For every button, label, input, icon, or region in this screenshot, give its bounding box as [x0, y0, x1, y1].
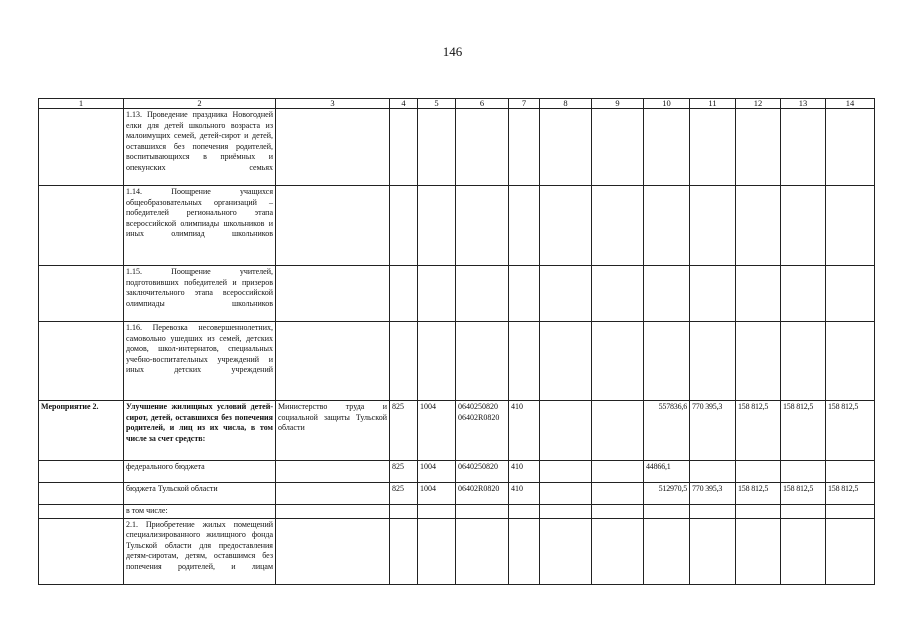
table-row-1-13 [39, 109, 875, 186]
cell [540, 401, 592, 461]
cell: 1004 [418, 401, 456, 461]
cell [509, 266, 540, 322]
cell-codes [456, 401, 509, 461]
cell [390, 322, 418, 401]
cell [276, 505, 390, 519]
cell [456, 266, 509, 322]
cell [690, 505, 736, 519]
measure-description: Улучшение жилищных условий детей-сирот, детей, оставшихся без попечения родителей, и лиц из их числа, в том числе за счет средств: [124, 401, 276, 461]
cell [509, 518, 540, 584]
header-cell-11: 11 [690, 99, 736, 109]
cell [826, 461, 875, 483]
row-description: федерального бюджета [124, 461, 276, 483]
cell [690, 322, 736, 401]
cell [736, 461, 781, 483]
cell [736, 505, 781, 519]
cell [276, 483, 390, 505]
cell [390, 266, 418, 322]
cell [592, 322, 644, 401]
header-cell-13: 13 [781, 99, 826, 109]
cell [592, 505, 644, 519]
cell [690, 461, 736, 483]
row-description: 1.14. Поощрение учащихся общеобразовательных организаций – победителей регионального этапа всероссийской олимпиады школьников и иных олимпиад школьников [124, 186, 276, 266]
cell: 06402R0820 [456, 483, 509, 505]
cell [418, 266, 456, 322]
table-row-regional-budget [39, 483, 875, 505]
header-cell-4: 4 [390, 99, 418, 109]
cell [781, 505, 826, 519]
cell [826, 505, 875, 519]
cell [592, 401, 644, 461]
cell [276, 109, 390, 186]
cell [690, 186, 736, 266]
table-row-including [39, 505, 875, 519]
page-number: 146 [442, 44, 463, 59]
cell [826, 109, 875, 186]
header-cell-2: 2 [124, 99, 276, 109]
cell [540, 266, 592, 322]
cell [540, 186, 592, 266]
cell [418, 518, 456, 584]
table-row-measure-2 [39, 401, 875, 461]
cell [418, 322, 456, 401]
cell [509, 186, 540, 266]
cell: 512970,5 [644, 483, 690, 505]
cell: 825 [390, 483, 418, 505]
cell [418, 505, 456, 519]
cell [644, 109, 690, 186]
cell [644, 505, 690, 519]
cell [592, 518, 644, 584]
row-description: 1.13. Проведение праздника Новогодней елки для детей школьного возраста из малоимущих семей, детей-сирот и детей, оставшихся без попечения родителей, воспитывающихся в приёмных и опекунских семьях [124, 109, 276, 186]
header-cell-14: 14 [826, 99, 875, 109]
cell [276, 518, 390, 584]
header-cell-8: 8 [540, 99, 592, 109]
row-description: в том числе: [124, 505, 276, 519]
measure-label: Мероприятие 2. [39, 401, 124, 461]
table-row-1-16 [39, 322, 875, 401]
cell: 410 [509, 483, 540, 505]
header-cell-6: 6 [456, 99, 509, 109]
cell [540, 518, 592, 584]
header-cell-3: 3 [276, 99, 390, 109]
cell [690, 518, 736, 584]
cell [826, 186, 875, 266]
cell: 0640250820 [456, 461, 509, 483]
cell [276, 186, 390, 266]
cell [644, 186, 690, 266]
cell [592, 186, 644, 266]
cell [781, 186, 826, 266]
cell [276, 322, 390, 401]
cell [826, 266, 875, 322]
cell [39, 461, 124, 483]
cell [509, 322, 540, 401]
table-row-2-1 [39, 518, 875, 584]
cell: 158 812,5 [781, 401, 826, 461]
cell [592, 109, 644, 186]
cell [690, 109, 736, 186]
cell: 158 812,5 [826, 483, 875, 505]
cell [781, 266, 826, 322]
cell [39, 266, 124, 322]
cell [736, 518, 781, 584]
table-row-federal-budget [39, 461, 875, 483]
cell: 158 812,5 [736, 401, 781, 461]
cell [509, 505, 540, 519]
cell [39, 505, 124, 519]
cell: 1004 [418, 483, 456, 505]
cell [826, 322, 875, 401]
cell [39, 483, 124, 505]
header-cell-5: 5 [418, 99, 456, 109]
cell [456, 322, 509, 401]
cell [644, 322, 690, 401]
cell [509, 109, 540, 186]
cell: 825 [390, 401, 418, 461]
cell [418, 109, 456, 186]
cell [736, 186, 781, 266]
row-description: 1.16. Перевозка несовершеннолетних, самовольно ушедших из семей, детских домов, школ-интернатов, специальных учебно-воспитательных учреждений и иных детских учреждений [124, 322, 276, 401]
cell [540, 483, 592, 505]
table-row-1-14 [39, 186, 875, 266]
cell: 410 [509, 461, 540, 483]
cell [540, 322, 592, 401]
cell: 557836,6 [644, 401, 690, 461]
cell [690, 266, 736, 322]
header-cell-9: 9 [592, 99, 644, 109]
budget-table [38, 98, 875, 585]
cell [540, 505, 592, 519]
cell [644, 266, 690, 322]
row-description: бюджета Тульской области [124, 483, 276, 505]
cell [540, 109, 592, 186]
cell [781, 518, 826, 584]
cell: 44866,1 [644, 461, 690, 483]
responsible-executor: Министерство труда и социальной защиты Тульской области [276, 401, 390, 461]
cell [540, 461, 592, 483]
cell [276, 461, 390, 483]
cell: 158 812,5 [781, 483, 826, 505]
header-row [39, 99, 875, 109]
code-line: 0640250820 [458, 402, 498, 411]
cell [592, 266, 644, 322]
cell: 158 812,5 [736, 483, 781, 505]
cell [39, 186, 124, 266]
cell [390, 109, 418, 186]
cell [781, 322, 826, 401]
cell [390, 186, 418, 266]
cell [736, 109, 781, 186]
cell [592, 461, 644, 483]
cell [456, 109, 509, 186]
cell [39, 322, 124, 401]
header-cell-1: 1 [39, 99, 124, 109]
cell [826, 518, 875, 584]
cell: 825 [390, 461, 418, 483]
cell [781, 461, 826, 483]
cell: 410 [509, 401, 540, 461]
header-cell-12: 12 [736, 99, 781, 109]
row-description: 1.15. Поощрение учителей, подготовивших победителей и призеров заключительного этапа всероссийской олимпиады школьников [124, 266, 276, 322]
cell [276, 266, 390, 322]
cell [390, 518, 418, 584]
cell [418, 186, 456, 266]
code-line: 06402R0820 [458, 412, 500, 422]
row-description: 2.1. Приобретение жилых помещений специализированного жилищного фонда Тульской области для предоставления детям-сиротам, детям, оставшимся без попечения родителей, и лицам [124, 518, 276, 584]
cell: 1004 [418, 461, 456, 483]
cell [39, 109, 124, 186]
cell [456, 518, 509, 584]
cell [390, 505, 418, 519]
cell [456, 186, 509, 266]
cell [644, 518, 690, 584]
header-cell-7: 7 [509, 99, 540, 109]
cell [781, 109, 826, 186]
cell [736, 322, 781, 401]
header-cell-10: 10 [644, 99, 690, 109]
table-row-1-15 [39, 266, 875, 322]
cell: 158 812,5 [826, 401, 875, 461]
cell: 770 395,3 [690, 401, 736, 461]
cell [39, 518, 124, 584]
cell [736, 266, 781, 322]
cell [592, 483, 644, 505]
cell: 770 395,3 [690, 483, 736, 505]
cell [456, 505, 509, 519]
